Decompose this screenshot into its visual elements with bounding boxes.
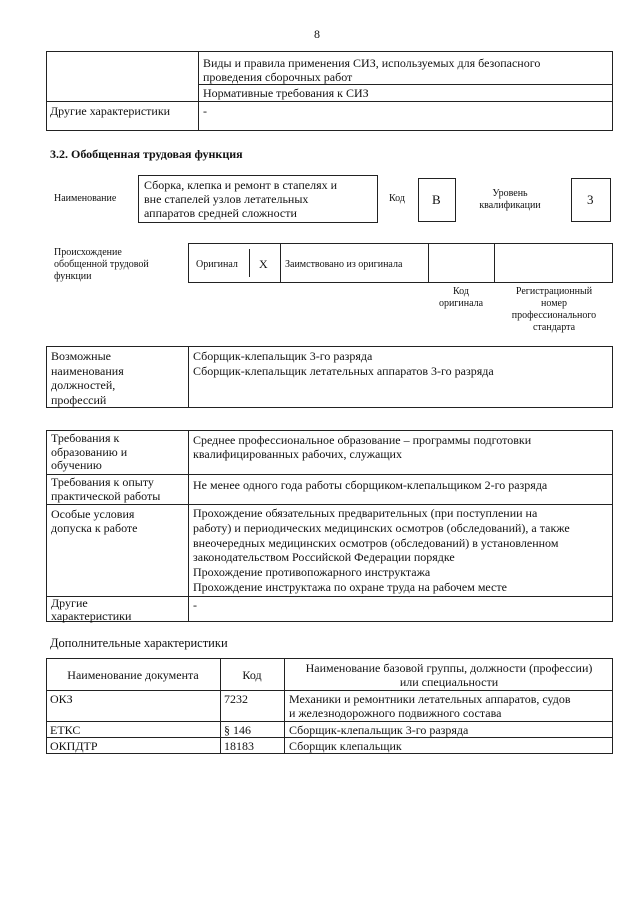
additional-header-name: Наименование базовой группы, должности (профессии) или специальности xyxy=(305,661,593,689)
function-code-value: В xyxy=(432,192,441,207)
positions-label: Возможные наименования должностей, профессий xyxy=(51,349,124,407)
page-number: 8 xyxy=(314,27,320,41)
req-experience-value: Не менее одного года работы сборщиком-клепальщиком 2-го разряда xyxy=(193,478,548,492)
table-row-etks-name: Сборщик-клепальщик 3-го разряда xyxy=(289,723,469,737)
function-level-value: 3 xyxy=(587,192,594,207)
table-row-okpdtr-name: Сборщик клепальщик xyxy=(289,739,402,753)
table-row-okz-code: 7232 xyxy=(224,692,248,706)
req-education-label: Требования к образованию и обучению xyxy=(51,431,128,472)
table-row-okpdtr-doc: ОКПДТР xyxy=(50,739,98,753)
req-other-label: Другие характеристики xyxy=(51,596,132,623)
function-level-label: Уровень квалификации xyxy=(479,188,541,211)
table-row-okz-name: Механики и ремонтники летательных аппаратов, судов и железнодорожного подвижного состава xyxy=(289,692,571,720)
section-title: 3.2. Обобщенная трудовая функция xyxy=(50,147,243,161)
function-name-value: Сборка, клепка и ремонт в стапелях и вне стапелей узлов летательных аппаратов средней сложности xyxy=(144,178,338,220)
req-experience-label: Требования к опыту практической работы xyxy=(51,475,161,503)
origin-code-caption: Код оригинала xyxy=(438,286,484,309)
top-table-row1: Виды и правила применения СИЗ, используемых для безопасного проведения сборочных работ xyxy=(203,56,541,84)
origin-label: Происхождение обобщенной трудовой функции xyxy=(54,247,149,282)
additional-title: Дополнительные характеристики xyxy=(50,636,228,650)
additional-header-code: Код xyxy=(242,668,262,682)
top-table-row2: Нормативные требования к СИЗ xyxy=(203,86,369,100)
top-table-other-value: - xyxy=(203,104,207,118)
function-name-label: Наименование xyxy=(54,193,117,204)
req-education-value: Среднее профессиональное образование – программы подготовки квалифицированных рабочих, служащих xyxy=(193,433,532,461)
origin-original-mark: X xyxy=(259,257,268,271)
req-conditions-label: Особые условия допуска к работе xyxy=(51,507,138,535)
table-row-etks-doc: ЕТКС xyxy=(50,723,81,737)
req-conditions-value: Прохождение обязательных предварительных (при поступлении на работу) и периодических медицинских осмотров (обследований), а также внеочередных медицинских осмотров (обследований) в установленном законодательством Российской Федерации порядке Прохождение противопожарного инструктажа Прохождение инструктажа по охране труда на рабочем месте xyxy=(193,506,570,594)
positions-value: Сборщик-клепальщик 3-го разряда Сборщик-клепальщик летательных аппаратов 3-го разряда xyxy=(193,349,494,378)
top-table-other-label: Другие характеристики xyxy=(50,104,171,118)
table-row-okpdtr-code: 18183 xyxy=(224,739,254,753)
req-other-value: - xyxy=(193,598,197,612)
origin-reg-caption: Регистрационный номер профессионального стандарта xyxy=(511,286,597,333)
origin-original-label: Оригинал xyxy=(196,259,238,270)
additional-header-doc: Наименование документа xyxy=(67,668,199,682)
function-code-label: Код xyxy=(389,193,405,204)
origin-borrowed-label: Заимствовано из оригинала xyxy=(285,259,403,270)
table-row-etks-code: § 146 xyxy=(224,723,251,737)
table-row-okz-doc: ОКЗ xyxy=(50,692,73,706)
